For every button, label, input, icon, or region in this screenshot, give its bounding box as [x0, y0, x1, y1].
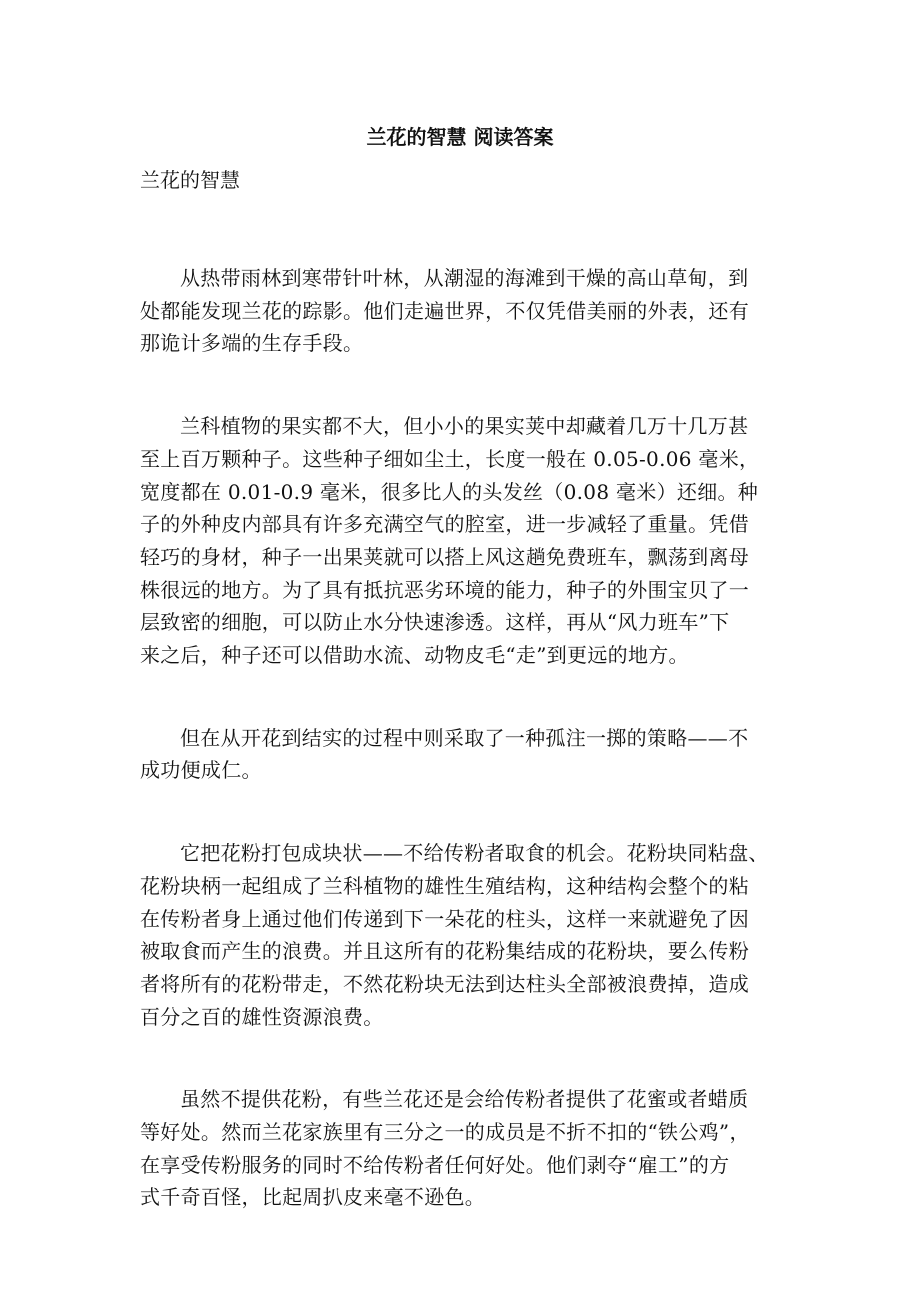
paragraph-line: 它把花粉打包成块状——不给传粉者取食的机会。花粉块同粘盘、	[180, 841, 769, 866]
paragraph-line: 成功便成仁。	[140, 758, 262, 783]
paragraph	[140, 837, 810, 1033]
paragraph-line: 在传粉者身上通过他们传递到下一朵花的柱头，这样一来就避免了因	[140, 906, 749, 931]
paragraph-line: 但在从开花到结实的过程中则采取了一种孤注一掷的策略——不	[180, 725, 749, 750]
paragraph-line: 那诡计多端的生存手段。	[140, 331, 364, 356]
paragraph-line: 兰科植物的果实都不大，但小小的果实荚中却藏着几万十几万甚	[180, 414, 749, 439]
paragraph-line: 虽然不提供花粉，有些兰花还是会给传粉者提供了花蜜或者蜡质	[180, 1087, 749, 1112]
paragraph	[140, 722, 810, 787]
paragraph-line: 层致密的细胞，可以防止水分快速渗透。这样，再从“风力班车”下	[140, 610, 730, 635]
paragraph-line: 等好处。然而兰花家族里有三分之一的成员是不折不扣的“铁公鸡”，	[140, 1120, 750, 1145]
paragraph-line: 花粉块柄一起组成了兰科植物的雄性生殖结构，这种结构会整个的粘	[140, 873, 749, 898]
paragraph-line: 被取食而产生的浪费。并且这所有的花粉集结成的花粉块，要么传粉	[140, 939, 749, 964]
document-subtitle: 兰花的智慧	[140, 168, 240, 192]
paragraph-line: 在享受传粉服务的同时不给传粉者任何好处。他们剥夺“雇工”的方	[140, 1152, 730, 1177]
paragraph-line: 子的外种皮内部具有许多充满空气的腔室，进一步减轻了重量。凭借	[140, 512, 749, 537]
paragraph-line: 式千奇百怪，比起周扒皮来毫不逊色。	[140, 1185, 486, 1210]
paragraph-line: 宽度都在 0.01-0.9 毫米，很多比人的头发丝（0.08 毫米）还细。种	[140, 479, 759, 504]
paragraph-line: 来之后，种子还可以借助水流、动物皮毛“走”到更远的地方。	[140, 643, 689, 668]
paragraph-line: 至上百万颗种子。这些种子细如尘土，长度一般在 0.05-0.06 毫米，	[140, 446, 760, 471]
paragraph-line: 株很远的地方。为了具有抵抗恶劣环境的能力，种子的外围宝贝了一	[140, 577, 749, 602]
paragraph	[140, 1083, 810, 1214]
paragraph-line: 百分之百的雄性资源浪费。	[140, 1004, 384, 1029]
paragraph-line: 处都能发现兰花的踪影。他们走遍世界，不仅凭借美丽的外表，还有	[140, 298, 749, 323]
paragraph-line: 者将所有的花粉带走，不然花粉块无法到达柱头全部被浪费掉，造成	[140, 971, 749, 996]
paragraph	[140, 410, 810, 672]
paragraph-line: 从热带雨林到寒带针叶林，从潮湿的海滩到干燥的高山草甸，到	[180, 266, 749, 290]
article-body	[140, 262, 810, 1264]
document-title: 兰花的智慧 阅读答案	[366, 125, 554, 149]
paragraph	[140, 262, 810, 360]
paragraph-line: 轻巧的身材，种子一出果荚就可以搭上风这趟免费班车，飘荡到离母	[140, 544, 749, 569]
